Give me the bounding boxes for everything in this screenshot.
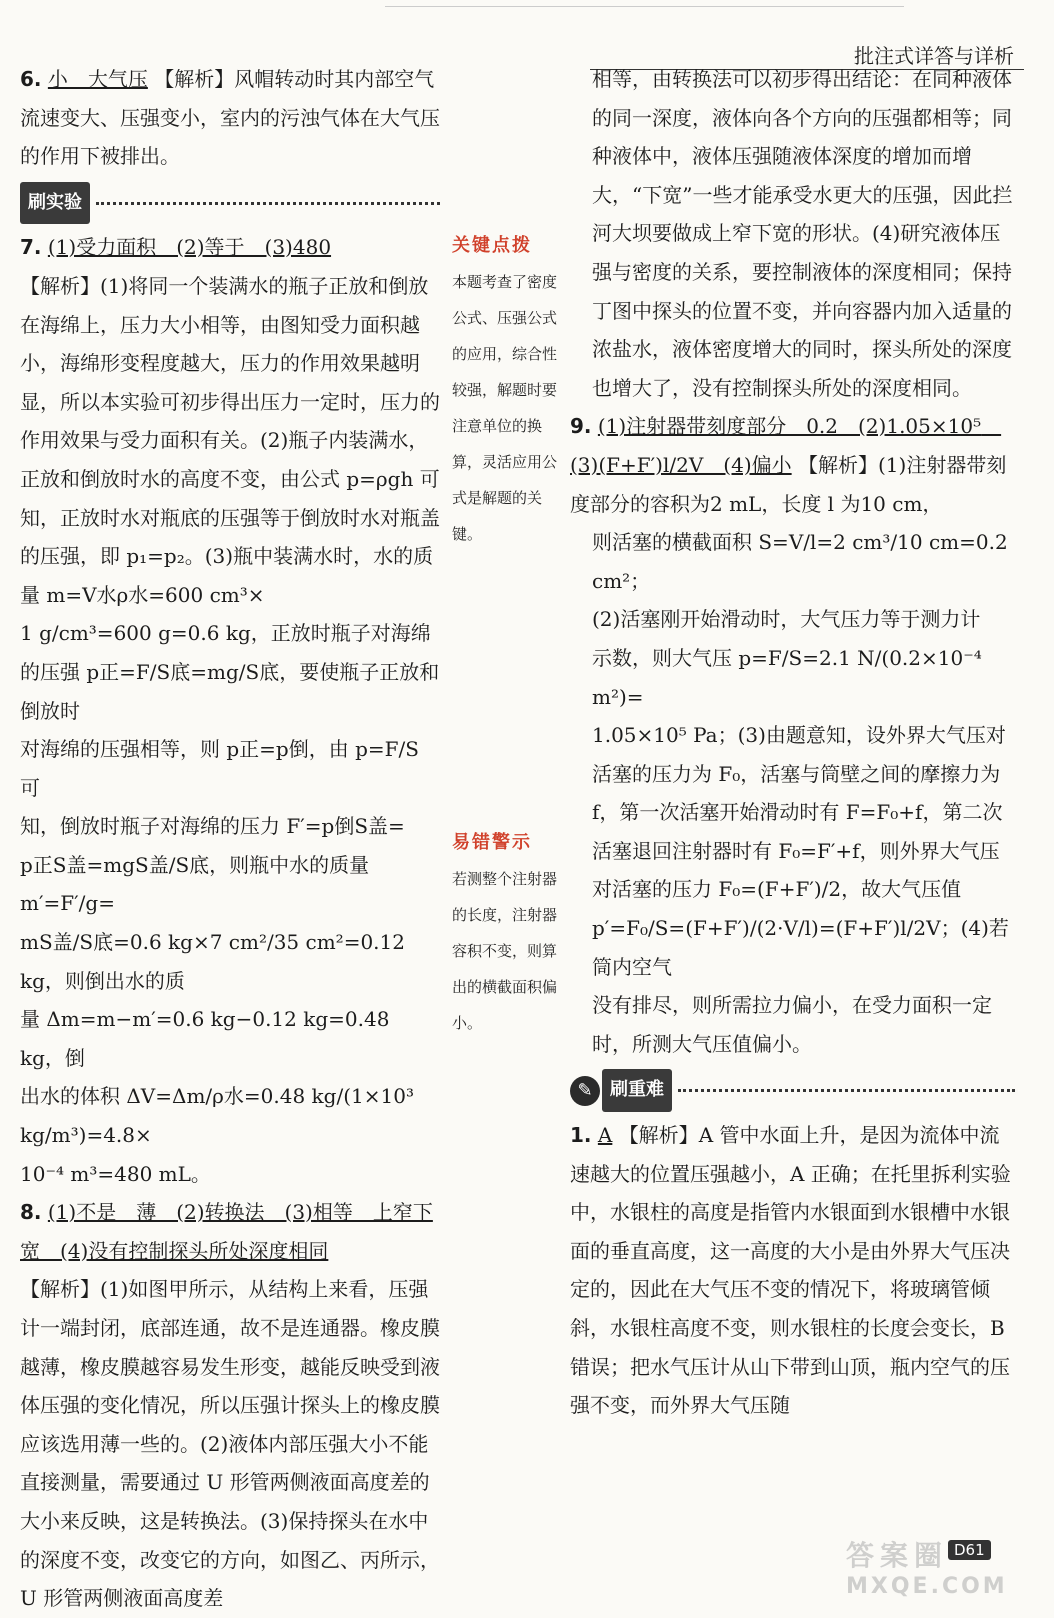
q7-answer: (1)受力面积 (2)等于 (3)480: [47, 235, 332, 260]
question-1: [570, 1116, 1015, 1425]
q6-label: 【解析】: [154, 67, 235, 91]
q7-line: 对海绵的压强相等，则 p正=p倒，由 p=F/S 可: [20, 737, 419, 800]
side-note-warning-title: 易错警示: [452, 832, 532, 853]
dotted-line: [96, 202, 440, 205]
q1-text: A 管中水面上升，是因为流体中流速越大的位置压强越小，A 正确；在托里拆利实验中，水银柱的高度是指管内水银面到水银槽中水银面的垂直高度，这一高度的大小是由外界大气压决定的，因此在大气压不变的情况下，将玻璃管倾斜，水银柱高度不变，则水银柱的长度会变长，B 错误；把水气压计从山下带到山顶，瓶内空气的压强不变，而外界大气压随: [570, 1123, 1011, 1418]
q8-continued: 相等，由转换法可以初步得出结论：在同种液体的同一深度，液体向各个方向的压强都相等；同种液体中，液体压强随液体深度的增加而增大，“下宽”一些才能承受水更大的压强，因此拦河大坝要做成上窄下宽的形状。(4)研究液体压强与密度的关系，要控制液体的深度相同；保持丁图中探头的位置不变，并向容器内加入适量的浓盐水，液体密度增大的同时，探头所处的深度也增大了，没有控制探头所处的深度相同。: [592, 67, 1013, 400]
q7-line: p正S盖=mgS盖/S底，则瓶中水的质量 m′=F′/g=: [20, 852, 370, 916]
page-number: D61: [948, 1540, 991, 1560]
q9-line: 示数，则大气压 p=F/S=2.1 N/(0.2×10⁻⁴ m²)=: [592, 645, 982, 709]
q7-line: 10⁻⁴ m³=480 mL。: [20, 1161, 211, 1186]
q7-line: 1 g/cm³=600 g=0.6 kg，正放时瓶子对海绵: [20, 621, 431, 646]
question-9: [570, 407, 1015, 523]
section-key-difficult: [570, 1069, 1015, 1112]
q1-answer: A: [597, 1123, 613, 1148]
q1-number: 1.: [570, 1123, 592, 1148]
q8-number: 8.: [20, 1200, 42, 1225]
q8-analysis: [20, 1270, 440, 1617]
watermark-line-2: MXQE.COM: [846, 1574, 1008, 1599]
q9-line: (2)活塞刚开始滑动时，大气压力等于测力计: [592, 607, 981, 632]
side-note-key-point-text: 本题考查了密度公式、压强公式的应用，综合性较强，解题时要注意单位的换算，灵活应用公式是解题的关键。: [452, 273, 558, 543]
q6-text: 风帽转动时其内部空气流速变大、压强变小，室内的污浊气体在大气压的作用下被排出。: [20, 67, 440, 169]
q7-line: mS盖/S底=0.6 kg×7 cm²/35 cm²=0.12 kg，则倒出水的质: [20, 930, 405, 993]
watermark-line-1: 答案圈: [846, 1539, 949, 1572]
side-note-key-point: [452, 228, 567, 552]
dotted-line: [678, 1089, 1015, 1092]
side-note-warning-text: 若测整个注射器的长度，注射器容积不变，则算出的横截面积偏小。: [452, 870, 558, 1032]
question-6: [20, 60, 440, 176]
page-header-title: 批注式详答与详析: [854, 44, 1014, 68]
q9-line: 没有排尽，则所需拉力偏小，在受力面积一定时，所测大气压值偏小。: [592, 993, 992, 1056]
q9-number: 9.: [570, 414, 592, 439]
hand-icon: ✎: [570, 1076, 600, 1106]
q7-line: 的压强 p正=F/S底=mg/S底，要使瓶子正放和倒放时: [20, 659, 440, 723]
q7-line: 出水的体积 ΔV=Δm/ρ水=0.48 kg/(1×10³ kg/m³)=4.8×: [20, 1084, 414, 1148]
q7-line-0: (1)将同一个装满水的瓶子正放和倒放在海绵上，压力大小相等，由图知受力面积越小，海绵形变程度越大，压力的作用效果越明显，所以本实验可初步得出压力一定时，压力的作用效果与受力面积有关。(2)瓶子内装满水，正放和倒放时水的高度不变，由公式 p=ρgh 可知，正放时水对瓶底的压强等于倒放时水对瓶盖的压强，即 p₁=p₂。(3)瓶中装满水时，水的质量 m=V水ρ水=600 cm³×: [20, 273, 440, 607]
q9-line: 1.05×10⁵ Pa；(3)由题意知，设外界大气压对活塞的压力为 F₀，活塞与筒壁之间的摩擦力为 f，第一次活塞开始滑动时有 F=F₀+f，第二次活塞退回注射器时有 F₀=F′+f，则外界大气压对活塞的压力 F₀=(F+F′)/2，故大气压值: [592, 723, 1006, 902]
q9-line: 则活塞的横截面积 S=V/l=2 cm³/10 cm=0.2 cm²；: [592, 530, 1008, 593]
q7-number: 7.: [20, 235, 42, 260]
section-key-difficult-label: 刷重难: [602, 1069, 672, 1112]
q6-number: 6.: [20, 67, 42, 91]
q9-line: p′=F₀/S=(F+F′)/(2·V/l)=(F+F′)l/2V；(4)若筒内空气: [592, 916, 1009, 979]
watermark-logo: [846, 1534, 1036, 1599]
q8-text: (1)如图甲所示，从结构上来看，压强计一端封闭，底部连通，故不是连通器。橡皮膜越薄，橡皮膜越容易发生形变，越能反映受到液体压强的变化情况，所以压强计探头上的橡皮膜应该选用薄一些的。(2)液体内部压强大小不能直接测量，需要通过 U 形管两侧液面高度差的大小来反映，这是转换法。(3)保持探头在水中的深度不变，改变它的方向，如图乙、丙所示，U 形管两侧液面高度差: [20, 1277, 440, 1611]
section-experiment-label: 刷实验: [20, 182, 90, 225]
question-7: [20, 228, 440, 267]
q7-analysis: [20, 267, 440, 614]
q6-answer: 小 大气压: [47, 67, 148, 91]
top-rule: [385, 6, 904, 7]
q8-label: 【解析】: [20, 1277, 100, 1302]
q7-line: 知，倒放时瓶子对海绵的压力 F′=p倒S盖=: [20, 814, 405, 839]
q7-label: 【解析】: [20, 273, 100, 298]
q8-answer: (1)不是 薄 (2)转换法 (3)相等 上窄下宽 (4)没有控制探头所处深度相同: [20, 1200, 433, 1263]
q9-answer: (1)注射器带刻度部分 0.2 (2)1.05×10⁵ (3)(F+F′)l/2V (4)偏小: [570, 414, 1002, 477]
q9-label: 【解析】: [797, 452, 878, 477]
right-column: [570, 60, 1015, 1425]
question-8: [20, 1193, 440, 1270]
q9-line-0: (1)注射器带刻度部分的容积为2 mL，长度 l 为10 cm，: [570, 452, 1007, 516]
left-column: [20, 60, 440, 1618]
side-note-warning: [452, 825, 567, 1041]
q7-line: 量 Δm=m−m′=0.6 kg−0.12 kg=0.48 kg，倒: [20, 1007, 390, 1070]
side-note-key-point-title: 关键点拨: [452, 235, 532, 256]
section-experiment: [20, 182, 440, 225]
q1-label: 【解析】: [618, 1123, 699, 1148]
